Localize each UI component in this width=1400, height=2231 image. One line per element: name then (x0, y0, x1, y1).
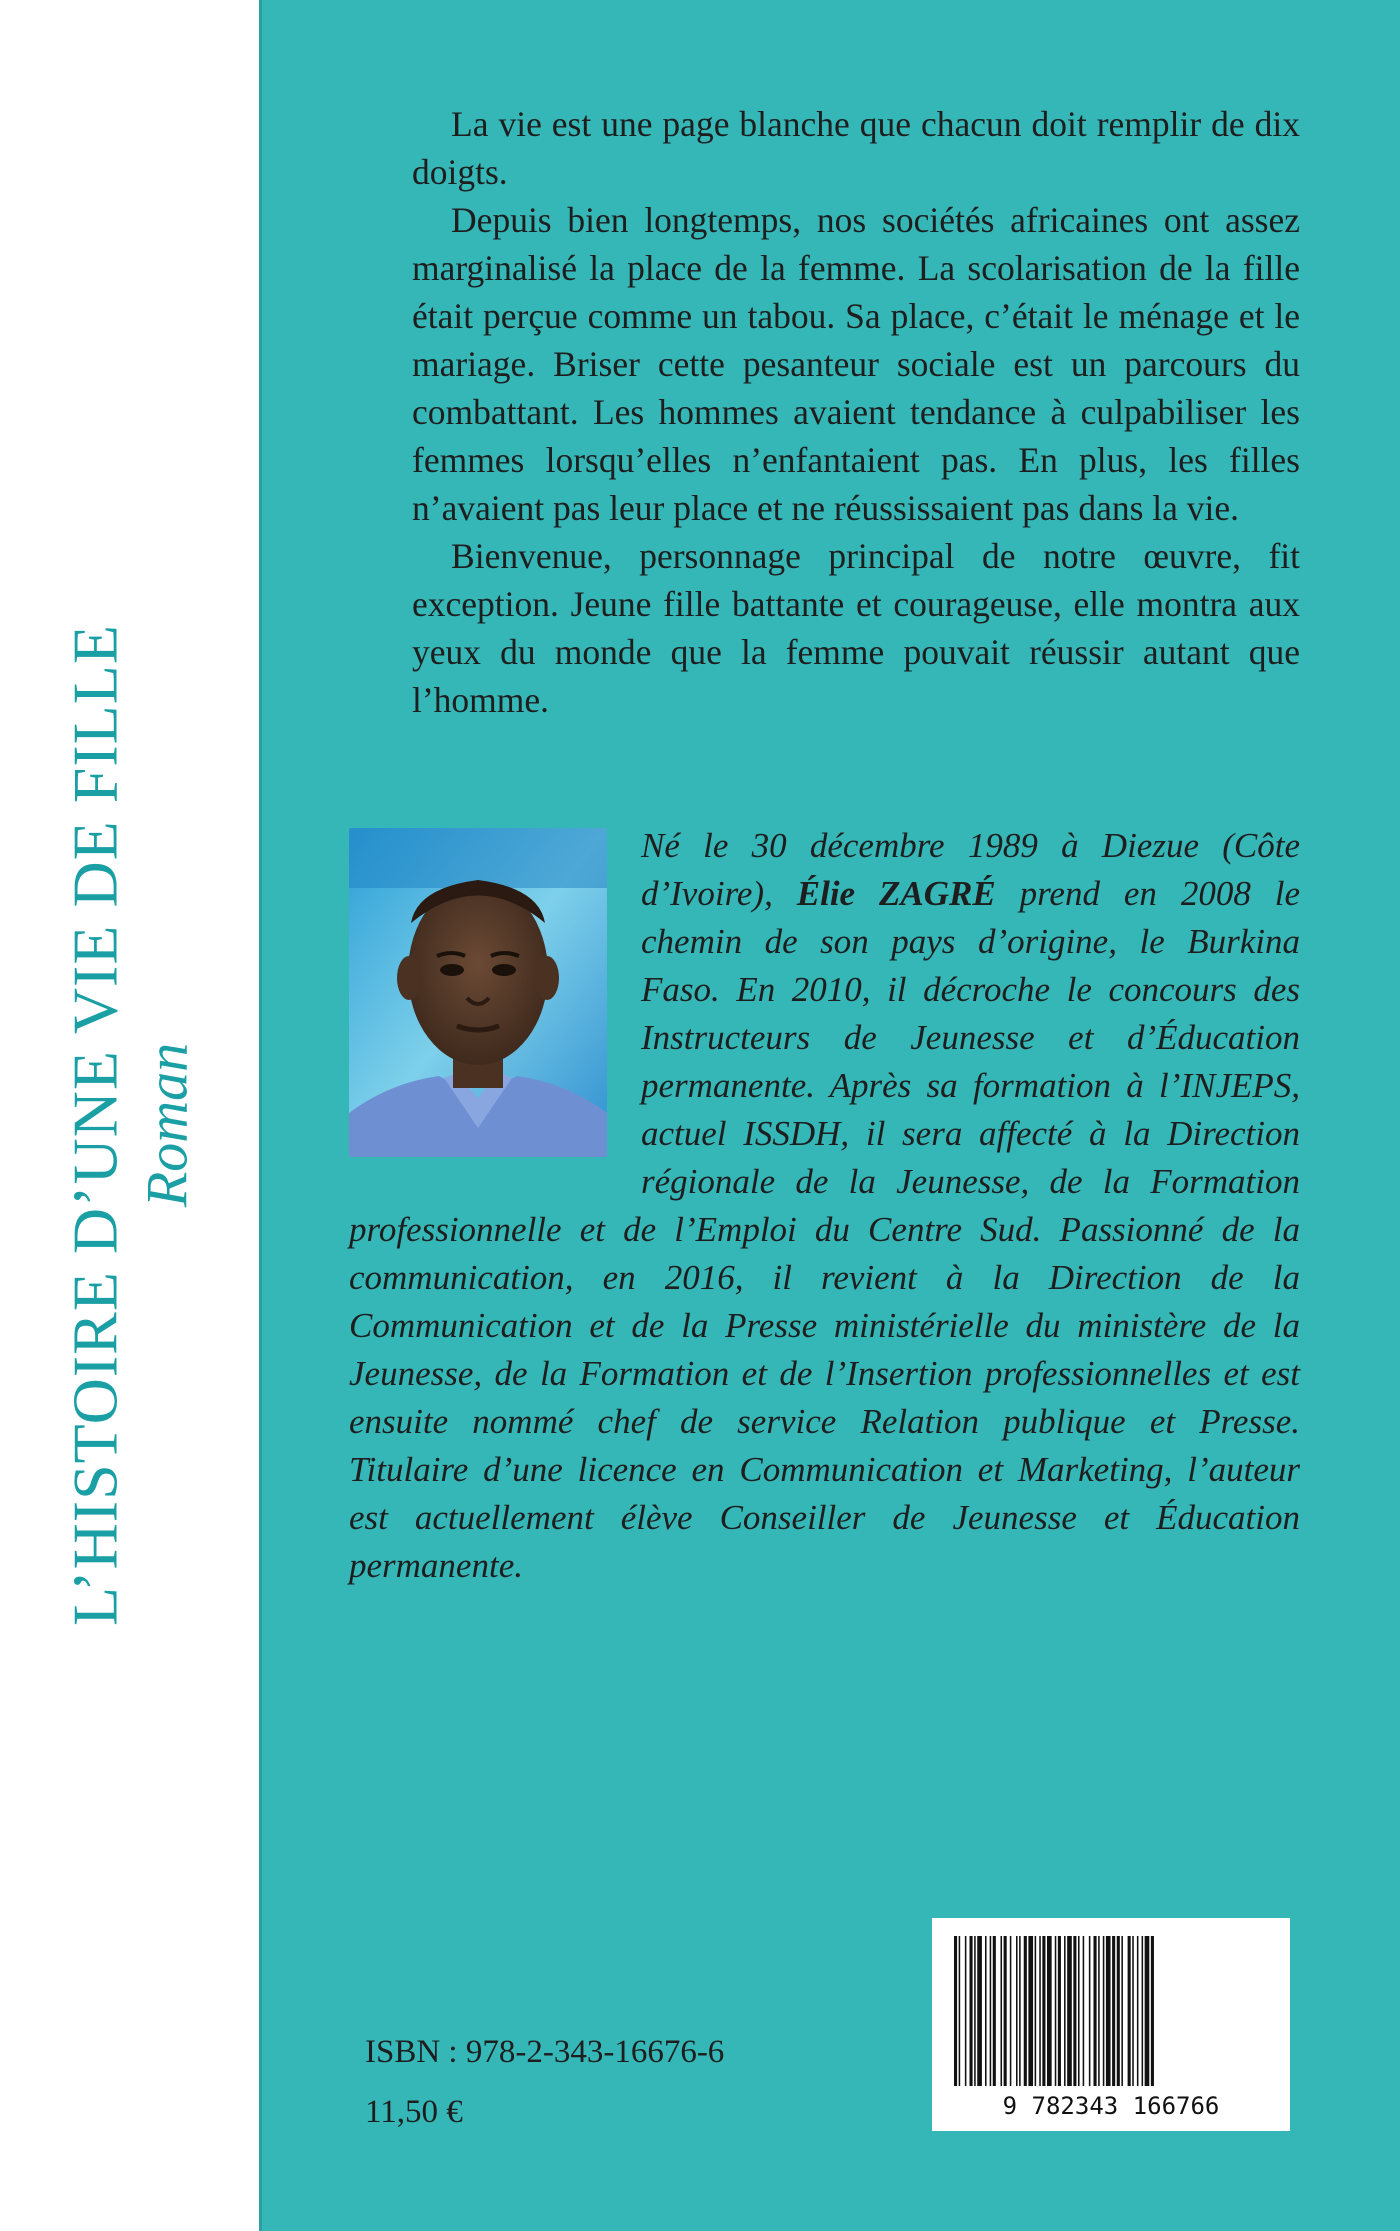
barcode-bar (1098, 1936, 1100, 2086)
barcode-bar (1019, 1936, 1021, 2086)
book-spine (0, 0, 261, 2231)
price-label: 11,50 € (365, 2094, 463, 2130)
barcode-bar (1073, 1936, 1076, 2086)
barcode-bar (1094, 1936, 1097, 2086)
spine-title: L’HISTOIRE D’UNE VIE DE FILLE (59, 624, 131, 1626)
barcode-bar (1035, 1936, 1037, 2086)
barcode-bar (1047, 1936, 1052, 2086)
blurb-text (412, 100, 1300, 724)
barcode-bar (1142, 1936, 1144, 2086)
barcode-bar (1137, 1936, 1139, 2086)
barcode-bar (1145, 1936, 1150, 2086)
barcode-bar (1028, 1936, 1033, 2086)
barcode-bar (1151, 1936, 1154, 2086)
barcode-bar (1042, 1936, 1045, 2086)
author-photo (349, 828, 607, 1157)
barcode-bar (1078, 1936, 1080, 2086)
barcode-bar (1089, 1936, 1091, 2086)
isbn-label: ISBN : 978-2-343-16676-6 (365, 2034, 725, 2070)
barcode-digits: 9 782343 166766 (1002, 2092, 1220, 2120)
barcode-bar (1064, 1936, 1066, 2086)
barcode-bar (954, 1936, 957, 2086)
barcode-bar (1083, 1936, 1085, 2086)
barcode-bar (1117, 1936, 1120, 2086)
barcode-graphic (946, 1932, 1276, 2121)
barcode-bar (1103, 1936, 1105, 2086)
spine-text-block (58, 624, 201, 1626)
blurb-paragraph: Bienvenue, personnage principal de notre œuvre, fit exception. Jeune fille battante et courageuse, elle montra aux yeux du monde que la femme pouvait réussir autant que l’homme. (412, 536, 1300, 720)
blurb-paragraph: Depuis bien longtemps, nos sociétés africaines ont assez marginalisé la place de la femme. La scolarisation de la fille était perçue comme un tabou. Sa place, c’était le ménage et le mariage. Briser cette pesanteur sociale est un parcours du combattant. Les hommes avaient tendance à culpabiliser les femmes lorsqu’elles n’enfantaient pas. En plus, les filles n’avaient pas leur place et ne réussissaient pas dans la vie. (412, 200, 1300, 528)
barcode-bar (1001, 1936, 1003, 2086)
barcode-bar (959, 1936, 961, 2086)
back-cover (262, 0, 1400, 2231)
spine-subtitle: Roman (134, 1042, 199, 1208)
barcode-bar (1121, 1936, 1123, 2086)
barcode-bar (1016, 1936, 1018, 2086)
barcode-bar (1106, 1936, 1111, 2086)
barcode-bar (993, 1936, 996, 2086)
blurb-paragraph: La vie est une page blanche que chacun doit remplir de dix doigts. (412, 104, 1300, 192)
bio-text-intro: Né le 30 décembre 1989 à Diezue (Côte d’Ivoire), (641, 826, 1300, 913)
barcode-bar (990, 1936, 992, 2086)
barcode-bar (1112, 1936, 1115, 2086)
barcode-bar (977, 1936, 982, 2086)
barcode-bar (1067, 1936, 1072, 2086)
barcode-bar (1010, 1936, 1012, 2086)
barcode-bar (965, 1936, 967, 2086)
barcode-bar (1132, 1936, 1134, 2086)
author-bio (349, 822, 1300, 1590)
author-name: Élie ZAGRÉ (796, 874, 996, 913)
isbn-barcode (932, 1918, 1290, 2131)
barcode-bar (1128, 1936, 1131, 2086)
barcode-bar (974, 1936, 976, 2086)
barcode-bar (1039, 1936, 1041, 2086)
author-portrait-illustration (349, 828, 607, 1157)
barcode-bar (985, 1936, 987, 2086)
barcode-bar (1024, 1936, 1027, 2086)
barcode-bar (1055, 1936, 1057, 2086)
barcode-bar (970, 1936, 973, 2086)
barcode-bar (1004, 1936, 1007, 2086)
barcode-bar (1058, 1936, 1061, 2086)
bio-text-body: prend en 2008 le chemin de son pays d’origine, le Burkina Faso. En 2010, il décroche le concours des Instructeurs de Jeunesse et d’Éducation permanente. Après sa formation à l’INJEPS, actuel ISSDH, il sera affecté à la Direction régionale de la Jeunesse, de la Formation professionnelle et de l’Emploi du Centre Sud. Passionné de la communication, en 2016, il revient à la Direction de la Communication et de la Presse ministérielle du ministère de la Jeunesse, de la Formation et de l’Insertion professionnelles et est ensuite nommé chef de service Relation publique et Presse. Titulaire d’une licence en Communication et Marketing, l’auteur est actuellement élève Conseiller de Jeunesse et Éducation permanente. (349, 874, 1300, 1585)
